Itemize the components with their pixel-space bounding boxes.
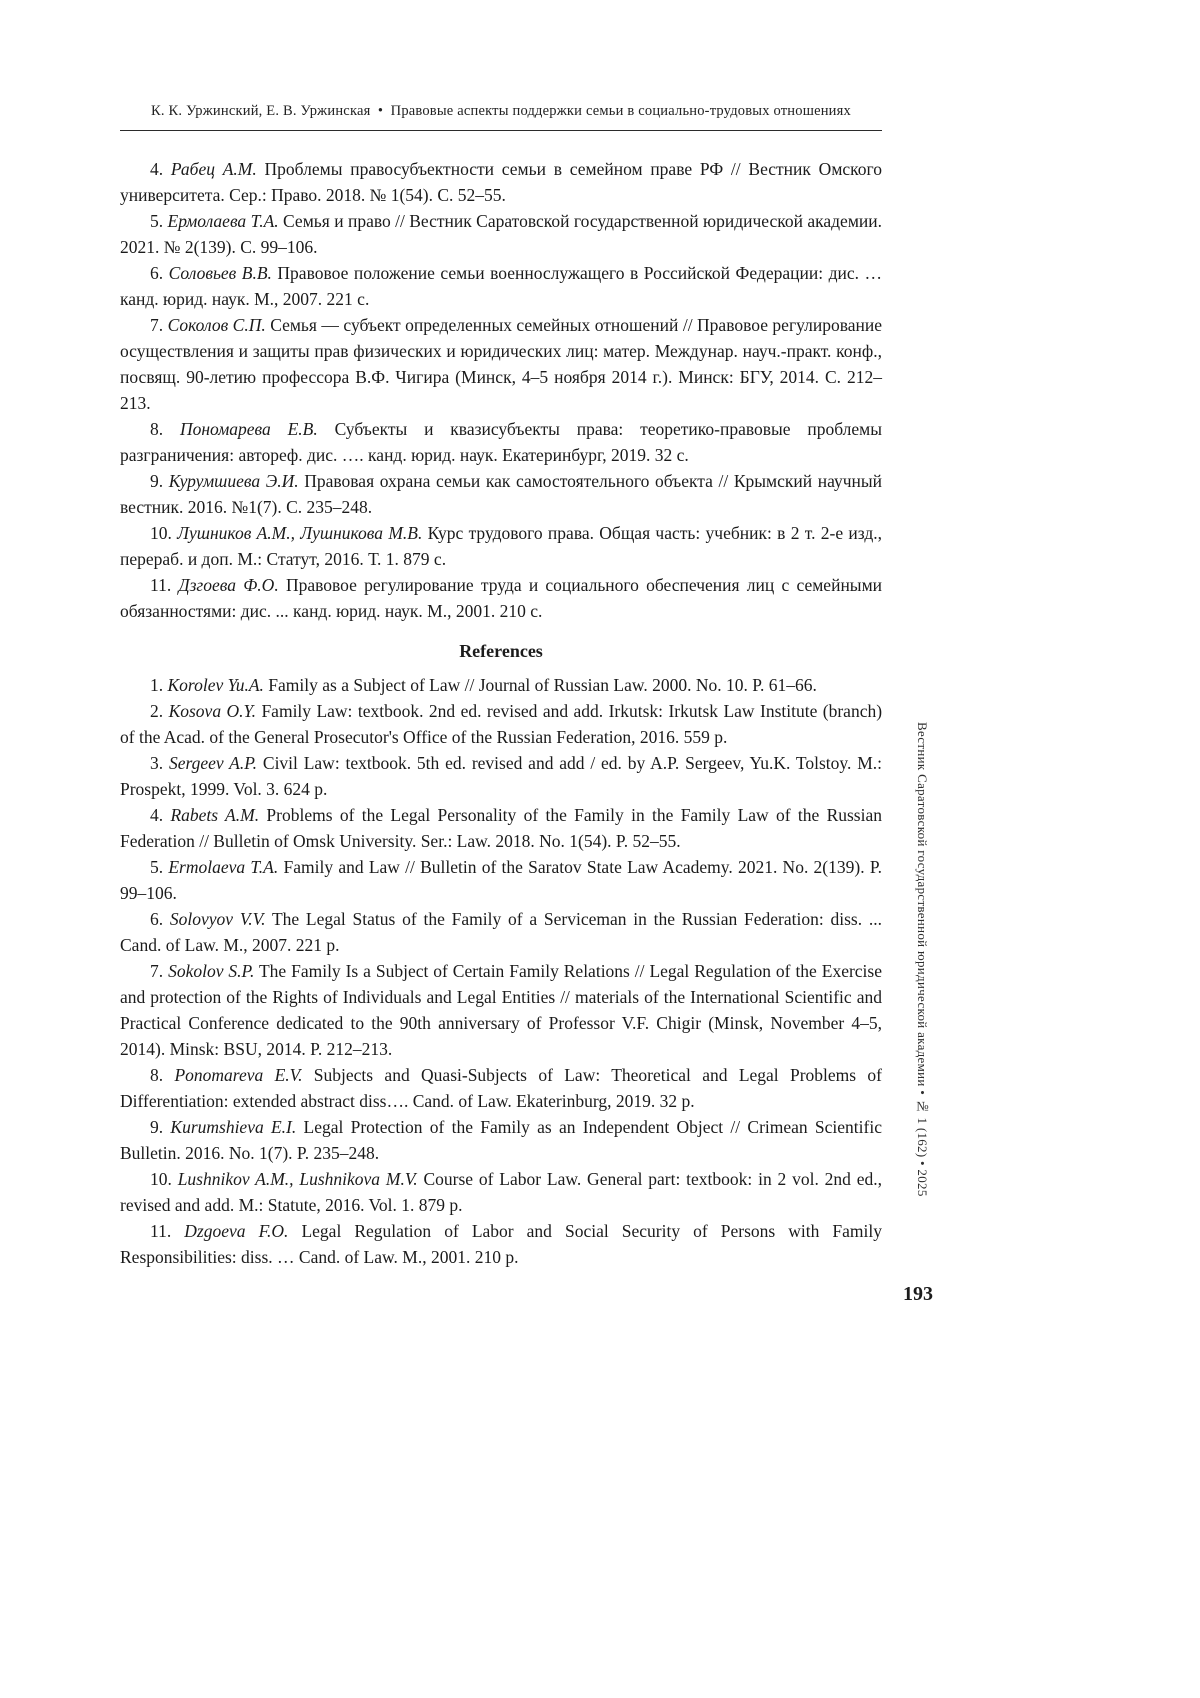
reference-text: The Legal Status of the Family of a Serviceman in the Russian Federation: diss. ... Cand. of Law. M., 2007. 221 p.: [120, 909, 882, 955]
reference-author: Korolev Yu.A.: [167, 675, 264, 695]
reference-item: [120, 1114, 882, 1166]
reference-item: [120, 958, 882, 1062]
reference-item: [120, 416, 882, 468]
reference-item: [120, 468, 882, 520]
reference-item: [120, 854, 882, 906]
reference-text: Family and Law // Bulletin of the Saratov State Law Academy. 2021. No. 2(139). P. 99–106.: [120, 857, 882, 903]
reference-author: Курумшиева Э.И.: [168, 471, 299, 491]
reference-number: 7.: [150, 961, 164, 981]
reference-number: 8.: [150, 1065, 164, 1085]
reference-text: Субъекты и квазисубъекты права: теоретико-правовые проблемы разграничения: автореф. дис. …. канд. юрид. наук. Екатеринбург, 2019. 32 с.: [120, 419, 883, 465]
reference-text: Family Law: textbook. 2nd ed. revised and add. Irkutsk: Irkutsk Law Institute (branch) of the Acad. of the General Prosecutor's Office of the Russian Federation, 2016. 559 p.: [120, 701, 883, 747]
reference-text: Семья и право // Вестник Саратовской государственной юридической академии. 2021. № 2(139). С. 99–106.: [120, 211, 883, 257]
reference-number: 10.: [150, 1169, 172, 1189]
english-references-section: [120, 672, 882, 1270]
reference-author: Соловьев В.В.: [168, 263, 272, 283]
running-head: [120, 103, 882, 131]
reference-text: Семья — субъект определенных семейных отношений // Правовое регулирование осуществления и защиты прав физических и юридических лиц: матер. Междунар. науч.-практ. конф., посвящ. 90-летию профессора В.Ф. Чигира (Минск, 4–5 ноября 2014 г.). Минск: БГУ, 2014. С. 212–213.: [120, 315, 883, 413]
reference-author: Ермолаева Т.А.: [167, 211, 279, 231]
reference-item: [120, 260, 882, 312]
reference-number: 11.: [150, 1221, 172, 1241]
journal-spine-text: Вестник Саратовской государственной юридической академии • № 1 (162) • 2025: [915, 722, 930, 1197]
reference-text: Subjects and Quasi-Subjects of Law: Theoretical and Legal Problems of Differentiation: extended abstract diss…. Cand. of Law. Ekaterinburg, 2019. 32 p.: [120, 1065, 883, 1111]
reference-number: 4.: [150, 805, 164, 825]
reference-author: Лушников А.М., Лушникова М.В.: [177, 523, 423, 543]
reference-text: Правовое регулирование труда и социального обеспечения лиц с семейными обязанностями: дис. ... канд. юрид. наук. М., 2001. 210 с.: [120, 575, 883, 621]
reference-text: Курс трудового права. Общая часть: учебник: в 2 т. 2-е изд., перераб. и доп. М.: Статут, 2016. Т. 1. 879 с.: [120, 523, 883, 569]
reference-item: [120, 312, 882, 416]
reference-number: 4.: [150, 159, 164, 179]
reference-number: 9.: [150, 471, 164, 491]
reference-text: Правовое положение семьи военнослужащего в Российской Федерации: дис. … канд. юрид. наук. М., 2007. 221 с.: [120, 263, 882, 309]
reference-item: [120, 156, 882, 208]
reference-number: 7.: [150, 315, 164, 335]
reference-item: [120, 1166, 882, 1218]
reference-text: The Family Is a Subject of Certain Family Relations // Legal Regulation of the Exercise and protection of the Rights of Individuals and Legal Entities // materials of the International Scientific and Practical Conference dedicated to the 90th anniversary of Professor V.F. Chigir (Minsk, November 4–5, 2014). Minsk: BSU, 2014. P. 212–213.: [120, 961, 882, 1059]
russian-references-section: [120, 156, 882, 624]
reference-author: Dzgoeva F.O.: [184, 1221, 289, 1241]
reference-item: [120, 572, 882, 624]
reference-number: 9.: [150, 1117, 164, 1137]
reference-item: [120, 520, 882, 572]
reference-author: Rabets A.M.: [170, 805, 260, 825]
reference-number: 5.: [150, 857, 164, 877]
reference-author: Sergeev A.P.: [168, 753, 258, 773]
reference-text: Civil Law: textbook. 5th ed. revised and add / ed. by A.P. Sergeev, Yu.K. Tolstoy. M.: Prospekt, 1999. Vol. 3. 624 p.: [120, 753, 883, 799]
reference-number: 3.: [150, 753, 164, 773]
content-column: [120, 156, 882, 1270]
reference-text: Family as a Subject of Law // Journal of Russian Law. 2000. No. 10. P. 61–66.: [268, 675, 817, 695]
reference-text: Problems of the Legal Personality of the Family in the Family Law of the Russian Federation // Bulletin of Omsk University. Ser.: Law. 2018. No. 1(54). P. 52–55.: [120, 805, 882, 851]
reference-author: Lushnikov A.M., Lushnikova M.V.: [177, 1169, 418, 1189]
reference-author: Solovyov V.V.: [169, 909, 266, 929]
reference-item: [120, 1062, 882, 1114]
reference-text: Проблемы правосубъектности семьи в семейном праве РФ // Вестник Омского университета. Сер.: Право. 2018. № 1(54). С. 52–55.: [120, 159, 883, 205]
reference-author: Дзгоева Ф.О.: [178, 575, 279, 595]
reference-author: Пономарева Е.В.: [179, 419, 318, 439]
reference-item: [120, 672, 882, 698]
page-number: 193: [903, 1283, 933, 1305]
running-head-text: К. К. Уржинский, Е. В. Уржинская • Правовые аспекты поддержки семьи в социально-трудовых отношениях: [151, 103, 851, 119]
reference-author: Kurumshieva E.I.: [170, 1117, 297, 1137]
reference-item: [120, 802, 882, 854]
reference-number: 6.: [150, 909, 164, 929]
reference-number: 10.: [150, 523, 172, 543]
reference-item: [120, 1218, 882, 1270]
reference-author: Рабец А.М.: [170, 159, 257, 179]
reference-author: Ponomareva E.V.: [174, 1065, 303, 1085]
reference-number: 2.: [150, 701, 164, 721]
reference-item: [120, 750, 882, 802]
reference-number: 8.: [150, 419, 164, 439]
reference-author: Ermolaeva T.A.: [168, 857, 279, 877]
reference-author: Sokolov S.P.: [168, 961, 255, 981]
reference-author: Соколов С.П.: [167, 315, 266, 335]
reference-item: [120, 698, 882, 750]
reference-number: 6.: [150, 263, 164, 283]
reference-number: 11.: [150, 575, 172, 595]
reference-text: Правовая охрана семьи как самостоятельного объекта // Крымский научный вестник. 2016. №1(7). С. 235–248.: [120, 471, 883, 517]
reference-number: 1.: [150, 675, 164, 695]
reference-item: [120, 906, 882, 958]
reference-author: Kosova O.Y.: [168, 701, 257, 721]
references-heading: References: [459, 641, 543, 661]
reference-text: Legal Protection of the Family as an Independent Object // Crimean Scientific Bulletin. 2016. No. 1(7). P. 235–248.: [120, 1117, 882, 1163]
reference-text: Course of Labor Law. General part: textbook: in 2 vol. 2nd ed., revised and add. M.: Statute, 2016. Vol. 1. 879 p.: [120, 1169, 883, 1215]
reference-text: Legal Regulation of Labor and Social Security of Persons with Family Responsibilities: diss. … Cand. of Law. M., 2001. 210 p.: [120, 1221, 883, 1267]
reference-item: [120, 208, 882, 260]
reference-number: 5.: [150, 211, 164, 231]
